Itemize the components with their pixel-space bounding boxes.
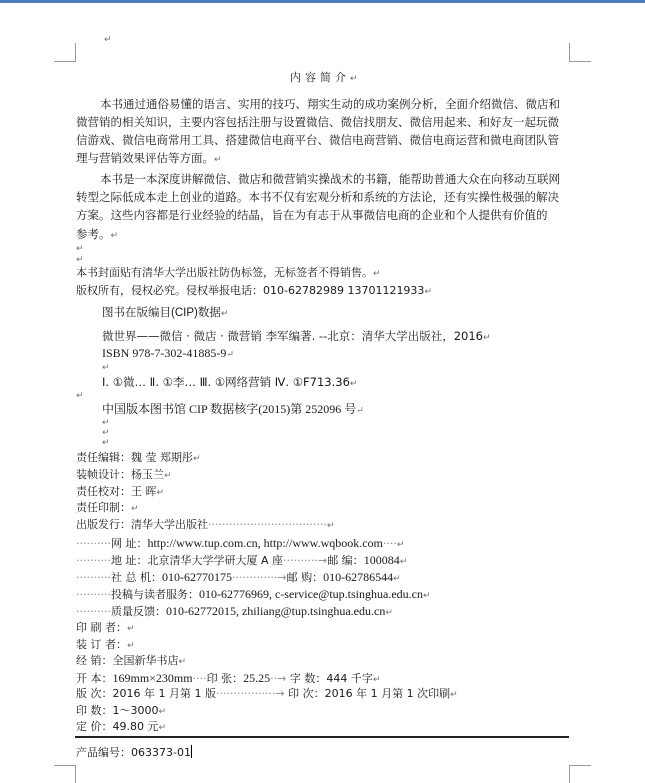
intro-title[interactable]: 内容简介↵ (290, 71, 362, 84)
crop-mark-bottom-left-vertical (75, 765, 76, 783)
paragraph-mark: ↵ (104, 35, 112, 45)
editor-line[interactable]: 责任编辑：魏 莹 郑期彤↵ (76, 451, 201, 464)
price-line[interactable]: 定 价：49.80 元↵ (76, 720, 167, 733)
product-code-line[interactable]: 产品编号：063373-01 (76, 746, 191, 759)
intro-paragraph-1-line-3[interactable]: 信游戏、微信电商常用工具、搭建微信电商平台、微信电商营销、微信电商运营和微电商团队管 (76, 133, 559, 147)
reader-service-line[interactable]: ··········投稿与读者服务：010-62776969, c-service@tup.tsinghua.edu.cn↵ (76, 587, 431, 601)
separator-line (75, 736, 569, 738)
quality-feedback-line[interactable]: ··········质量反馈：010-62772015, zhiliang@tup.tsinghua.edu.cn↵ (76, 604, 393, 618)
website-line[interactable]: ··········网 址：http://www.tup.com.cn, http://www.wqbook.com····↵ (76, 536, 405, 550)
ribbon-edge (0, 0, 645, 3)
print-supervisor-line[interactable]: 责任印制：↵ (76, 501, 139, 514)
intro-paragraph-2-line-3[interactable]: 方案。这些内容都是行业经验的结晶，旨在为有志于从事微信电商的企业和个人提供有价值的 (76, 208, 548, 222)
intro-paragraph-1-line-2[interactable]: 微营销的相关知识，主要内容包括注册与设置微信、微信找朋友、微信用起来、和好友一起玩微 (76, 115, 559, 129)
paragraph-mark: ↵ (76, 391, 84, 401)
crop-mark-top-left (54, 61, 76, 62)
switchboard-line[interactable]: ··········社 总 机：010-62770175·············→邮 购：010-62786544↵ (76, 570, 401, 584)
classification-line[interactable]: Ⅰ. ①微… Ⅱ. ①李… Ⅲ. ①网络营销 Ⅳ. ①F713.36↵ (102, 375, 358, 389)
cip-number[interactable]: 中国版本图书馆 CIP 数据核字(2015)第 252096 号↵ (102, 402, 364, 416)
paragraph-mark: ↵ (76, 244, 84, 254)
isbn-line[interactable]: ISBN 978-7-302-41885-9↵ (102, 346, 234, 360)
cip-record[interactable]: 微世界——微信 · 微店 · 微营销 李军编著. --北京：清华大学出版社，2016↵ (102, 329, 491, 343)
crop-mark-bottom-left (54, 765, 76, 766)
address-line[interactable]: ··········地 址：北京清华大学学研大厦 A 座··········→邮 编：100084↵ (76, 553, 408, 567)
crop-mark-top-left-vertical (75, 43, 76, 62)
binder-line[interactable]: 装 订 者：↵ (76, 638, 135, 651)
publisher-line[interactable]: 出版发行：清华大学出版社··································↵ (76, 518, 335, 531)
paragraph-mark: ↵ (102, 418, 110, 428)
print-count-line[interactable]: 印 数：1～3000↵ (76, 704, 167, 717)
anti-counterfeit-notice[interactable]: 本书封面贴有清华大学出版社防伪标签，无标签者不得销售。↵ (76, 266, 381, 279)
intro-paragraph-2-line-1[interactable]: 本书是一本深度讲解微信、微店和微营销实操战术的书籍，能帮助普通大众在向移动互联网 (100, 172, 560, 186)
cip-heading[interactable]: 图书在版编目(CIP)数据↵ (102, 307, 229, 319)
paragraph-mark: ↵ (102, 438, 110, 448)
edition-line[interactable]: 版 次：2016 年 1 月第 1 版·················→ 印 次：2016 年 1 月第 1 次印刷↵ (76, 687, 458, 700)
paragraph-mark: ↵ (102, 363, 110, 373)
intro-paragraph-2-line-4[interactable]: 参考。↵ (76, 227, 119, 241)
designer-line[interactable]: 装帧设计：杨玉兰↵ (76, 468, 172, 481)
paragraph-mark: ↵ (76, 255, 84, 265)
printer-line[interactable]: 印 刷 者：↵ (76, 621, 135, 634)
crop-mark-bottom-right-vertical (569, 765, 570, 783)
intro-paragraph-1-line-1[interactable]: 本书通过通俗易懂的语言、实用的技巧、翔实生动的成功案例分析，全面介绍微信、微店和 (100, 97, 560, 111)
proofreader-line[interactable]: 责任校对：王 晖↵ (76, 485, 165, 498)
text-cursor (191, 745, 192, 758)
distributor-line[interactable]: 经 销：全国新华书店↵ (76, 654, 187, 667)
intro-paragraph-2-line-2[interactable]: 转型之际低成本走上创业的道路。本书不仅有宏观分析和系统的方法论，还有实操性极强的解决 (76, 190, 559, 204)
crop-mark-top-right (569, 61, 591, 62)
format-line[interactable]: 开 本：169mm×230mm····印 张：25.25··→ 字 数：444 千字↵ (76, 671, 381, 685)
copyright-notice[interactable]: 版权所有，侵权必究。侵权举报电话：010-62782989 13701121933↵ (76, 284, 432, 297)
crop-mark-top-right-vertical (569, 43, 570, 62)
paragraph-mark: ↵ (102, 428, 110, 438)
intro-paragraph-1-line-4[interactable]: 理与营销效果评估等方面。↵ (76, 151, 222, 165)
crop-mark-bottom-right (569, 765, 591, 766)
